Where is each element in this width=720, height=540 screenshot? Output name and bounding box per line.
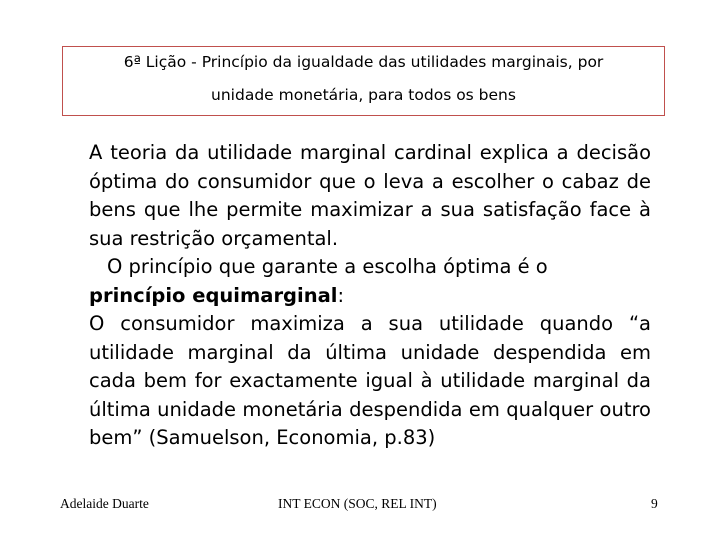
footer-author: Adelaide Duarte <box>60 496 149 511</box>
page-number: 9 <box>651 496 658 511</box>
principle-colon: : <box>337 283 345 307</box>
title-box <box>62 46 665 116</box>
paragraph-theory: A teoria da utilidade marginal cardinal explica a decisão óptima do consumidor que o leva a escolher o cabaz de bens que lhe permite maximizar a sua satisfação face à sua restrição orçamental. <box>89 141 651 250</box>
footer-course: INT ECON (SOC, REL INT) <box>278 496 437 511</box>
paragraph-principle-continued <box>89 282 651 311</box>
principle-name: princípio equimarginal <box>89 283 338 307</box>
slide-title-line-2: unidade monetária, para todos os bens <box>211 86 516 104</box>
slide-title-line-1: 6ª Lição - Princípio da igualdade das utilidades marginais, por <box>123 53 604 71</box>
body-text <box>89 139 651 453</box>
principle-text: O princípio que garante a escolha óptima é o <box>107 255 548 278</box>
paragraph-principle <box>89 253 651 282</box>
paragraph-quote: O consumidor maximiza a sua utilidade quando “a utilidade marginal da última unidade despendida em cada bem for exactamente igual à utilidade marginal da última unidade monetária despendida em qualquer outro bem” (Samuelson, Economia, p.83) <box>89 312 651 449</box>
